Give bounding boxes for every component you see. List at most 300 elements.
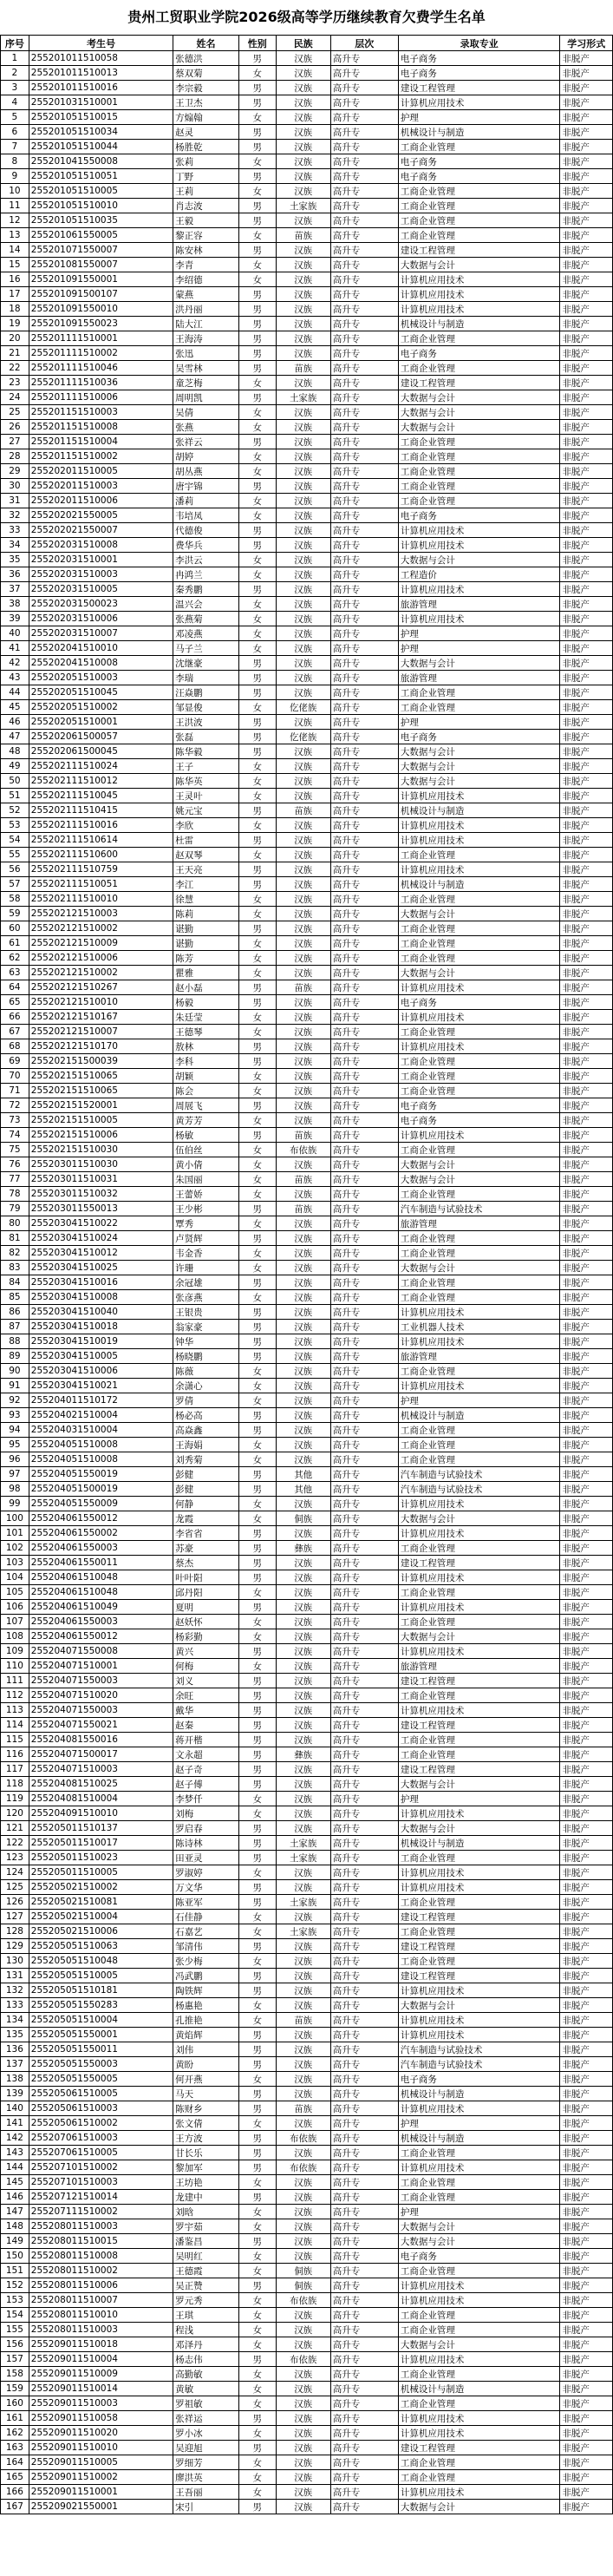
table-cell: 255201051510015: [29, 110, 173, 125]
table-cell: 高升专: [330, 2219, 398, 2234]
table-cell: 男: [238, 1939, 276, 1954]
table-cell: 255202111510012: [29, 774, 173, 789]
table-cell: 高升专: [330, 2028, 398, 2042]
table-cell: 女: [238, 2455, 276, 2470]
table-cell: 109: [1, 1644, 29, 1659]
table-cell: 非脱产: [560, 287, 613, 302]
table-cell: 男: [238, 390, 276, 405]
table-cell: 男: [238, 1231, 276, 1246]
table-cell: 133: [1, 1998, 29, 2013]
table-cell: 汉族: [276, 671, 330, 685]
table-cell: 非脱产: [560, 2411, 613, 2426]
table-cell: 非脱产: [560, 877, 613, 892]
table-cell: 255203041510040: [29, 1305, 173, 1320]
table-cell: 汉族: [276, 1983, 330, 1998]
table-cell: 高升专: [330, 1290, 398, 1305]
table-cell: 男: [238, 2028, 276, 2042]
table-cell: 115: [1, 1733, 29, 1747]
table-cell: 汉族: [276, 1438, 330, 1452]
table-row: [1, 715, 613, 730]
table-cell: 谌勤: [173, 921, 239, 936]
table-cell: 男: [238, 523, 276, 538]
table-cell: 高升专: [330, 1157, 398, 1172]
table-cell: 255209011510018: [29, 2337, 173, 2352]
table-row: [1, 2500, 613, 2514]
table-cell: 汉族: [276, 1334, 330, 1349]
table-cell: 男: [238, 1777, 276, 1792]
table-cell: 女: [238, 2382, 276, 2396]
table-cell: 旅游管理: [398, 1216, 560, 1231]
table-cell: 高升专: [330, 1246, 398, 1261]
table-cell: 45: [1, 700, 29, 715]
table-cell: 苗族: [276, 1128, 330, 1143]
table-cell: 汉族: [276, 2072, 330, 2087]
table-cell: 工商企业管理: [398, 435, 560, 449]
table-cell: 罗元秀: [173, 2293, 239, 2308]
table-cell: 非脱产: [560, 582, 613, 597]
table-cell: 255201041550008: [29, 154, 173, 169]
table-cell: 69: [1, 1054, 29, 1069]
table-cell: 王天亮: [173, 862, 239, 877]
table-cell: 36: [1, 567, 29, 582]
table-row: [1, 995, 613, 1010]
table-cell: 男: [238, 1541, 276, 1556]
table-cell: 瞿雅: [173, 966, 239, 980]
table-cell: 电子商务: [398, 730, 560, 744]
table-cell: 汉族: [276, 1792, 330, 1806]
table-cell: 大数据与会计: [398, 759, 560, 774]
table-cell: 姚元宝: [173, 803, 239, 818]
table-cell: 非脱产: [560, 1969, 613, 1983]
table-cell: 高升专: [330, 1659, 398, 1674]
table-cell: 李宗毅: [173, 81, 239, 95]
table-cell: 侗族: [276, 2278, 330, 2293]
table-cell: 255204011510172: [29, 1393, 173, 1408]
table-cell: 高升专: [330, 538, 398, 553]
table-cell: 电子商务: [398, 51, 560, 66]
table-cell: 刘梅: [173, 1806, 239, 1821]
student-table: [0, 35, 613, 2514]
table-cell: 高升专: [330, 966, 398, 980]
table-cell: 非脱产: [560, 51, 613, 66]
table-cell: 非脱产: [560, 848, 613, 862]
table-cell: 汉族: [276, 1246, 330, 1261]
table-cell: 男: [238, 140, 276, 154]
table-cell: 高升专: [330, 1747, 398, 1762]
table-cell: 女: [238, 228, 276, 243]
table-cell: 高升专: [330, 2426, 398, 2441]
table-cell: 123: [1, 1851, 29, 1865]
table-cell: 非脱产: [560, 2087, 613, 2101]
table-cell: 工商企业管理: [398, 1452, 560, 1467]
table-cell: 98: [1, 1482, 29, 1497]
table-cell: 苏豪: [173, 1541, 239, 1556]
table-cell: 高升专: [330, 582, 398, 597]
table-cell: 高升专: [330, 125, 398, 140]
table-cell: 汪焱鹏: [173, 685, 239, 700]
table-cell: 高升专: [330, 331, 398, 346]
table-row: [1, 420, 613, 435]
table-row: [1, 1025, 613, 1039]
table-cell: 高升专: [330, 2072, 398, 2087]
table-cell: 王海娟: [173, 1438, 239, 1452]
table-cell: 255204051550009: [29, 1497, 173, 1511]
table-cell: 工商企业管理: [398, 2190, 560, 2205]
table-cell: 李江: [173, 877, 239, 892]
table-cell: 男: [238, 995, 276, 1010]
table-row: [1, 272, 613, 287]
table-cell: 王洪波: [173, 715, 239, 730]
table-cell: 杨晓鹏: [173, 1349, 239, 1364]
table-cell: 高升专: [330, 258, 398, 272]
table-cell: 汉族: [276, 2219, 330, 2234]
table-cell: 女: [238, 1806, 276, 1821]
table-cell: 汉族: [276, 1393, 330, 1408]
table-cell: 高升专: [330, 730, 398, 744]
table-cell: 105: [1, 1585, 29, 1600]
table-cell: 王琪: [173, 2308, 239, 2323]
table-row: [1, 538, 613, 553]
table-cell: 255208011510010: [29, 2308, 173, 2323]
table-cell: 男: [238, 656, 276, 671]
table-cell: 非脱产: [560, 1644, 613, 1659]
table-cell: 高升专: [330, 685, 398, 700]
table-cell: 工商企业管理: [398, 228, 560, 243]
table-cell: 女: [238, 494, 276, 508]
table-cell: 非脱产: [560, 2042, 613, 2057]
table-cell: 非脱产: [560, 2367, 613, 2382]
table-cell: 44: [1, 685, 29, 700]
table-row: [1, 2293, 613, 2308]
table-cell: 255201051510044: [29, 140, 173, 154]
table-cell: 高升专: [330, 2396, 398, 2411]
table-row: [1, 1939, 613, 1954]
table-cell: 建设工程管理: [398, 376, 560, 390]
table-cell: 143: [1, 2146, 29, 2160]
table-cell: 汉族: [276, 2087, 330, 2101]
table-cell: 程浅: [173, 2323, 239, 2337]
table-cell: 蔡双菊: [173, 66, 239, 81]
table-cell: 108: [1, 1629, 29, 1644]
table-cell: 汉族: [276, 1261, 330, 1275]
table-cell: 非脱产: [560, 2426, 613, 2441]
table-row: [1, 1467, 613, 1482]
header-cell: 序号: [1, 36, 29, 51]
table-cell: 土家族: [276, 199, 330, 213]
table-cell: 非脱产: [560, 1157, 613, 1172]
table-cell: 女: [238, 1290, 276, 1305]
table-cell: 非脱产: [560, 1202, 613, 1216]
table-cell: 肖志波: [173, 199, 239, 213]
table-cell: 朱廷莹: [173, 1010, 239, 1025]
table-cell: 女: [238, 2013, 276, 2028]
table-row: [1, 2455, 613, 2470]
table-row: [1, 774, 613, 789]
table-cell: 计算机应用技术: [398, 1703, 560, 1718]
table-row: [1, 1865, 613, 1880]
table-cell: 男: [238, 1969, 276, 1983]
table-cell: 土家族: [276, 1895, 330, 1910]
table-cell: 赵妖怀: [173, 1615, 239, 1629]
table-cell: 高升专: [330, 715, 398, 730]
table-row: [1, 1644, 613, 1659]
table-cell: 工商企业管理: [398, 936, 560, 951]
table-cell: 电子商务: [398, 1113, 560, 1128]
table-cell: 高升专: [330, 2352, 398, 2367]
table-cell: 苗族: [276, 803, 330, 818]
table-row: [1, 95, 613, 110]
table-cell: 张少梅: [173, 1954, 239, 1969]
table-cell: 5: [1, 110, 29, 125]
table-cell: 非脱产: [560, 1792, 613, 1806]
table-cell: 63: [1, 966, 29, 980]
table-cell: 255204071550003: [29, 1674, 173, 1688]
table-cell: 高升专: [330, 1187, 398, 1202]
table-cell: 127: [1, 1910, 29, 1924]
table-cell: 255204061510048: [29, 1585, 173, 1600]
table-cell: 女: [238, 1659, 276, 1674]
table-cell: 6: [1, 125, 29, 140]
table-cell: 大数据与会计: [398, 774, 560, 789]
table-header-row: [1, 36, 613, 51]
table-cell: 79: [1, 1202, 29, 1216]
table-cell: 255201151510008: [29, 420, 173, 435]
table-cell: 汽车制造与试验技术: [398, 2057, 560, 2072]
table-row: [1, 1733, 613, 1747]
table-row: [1, 1261, 613, 1275]
table-cell: 255203011510032: [29, 1187, 173, 1202]
table-row: [1, 966, 613, 980]
table-cell: 大数据与会计: [398, 2500, 560, 2514]
table-cell: 汉族: [276, 936, 330, 951]
table-cell: 104: [1, 1570, 29, 1585]
table-cell: 高升专: [330, 228, 398, 243]
table-row: [1, 2382, 613, 2396]
table-cell: 女: [238, 272, 276, 287]
table-cell: 高升专: [330, 789, 398, 803]
table-cell: 陈薇: [173, 1364, 239, 1379]
table-cell: 高升专: [330, 2234, 398, 2249]
table-cell: 38: [1, 597, 29, 612]
table-cell: 石嘉艺: [173, 1924, 239, 1939]
table-cell: 计算机应用技术: [398, 287, 560, 302]
table-cell: 高升专: [330, 1954, 398, 1969]
table-cell: 洪丹丽: [173, 302, 239, 317]
table-cell: 护理: [398, 1792, 560, 1806]
table-cell: 苗族: [276, 228, 330, 243]
table-cell: 高升专: [330, 2264, 398, 2278]
table-cell: 大数据与会计: [398, 1172, 560, 1187]
table-cell: 156: [1, 2337, 29, 2352]
table-cell: 255201011510058: [29, 51, 173, 66]
table-cell: 255201051510005: [29, 184, 173, 199]
table-cell: 王卫杰: [173, 95, 239, 110]
table-cell: 工商企业管理: [398, 1438, 560, 1452]
table-cell: 86: [1, 1305, 29, 1320]
table-cell: 蒋开楷: [173, 1733, 239, 1747]
table-cell: 高升专: [330, 2441, 398, 2455]
table-cell: 汉族: [276, 1762, 330, 1777]
table-cell: 男: [238, 1054, 276, 1069]
table-cell: 汉族: [276, 1290, 330, 1305]
table-row: [1, 1570, 613, 1585]
table-cell: 非脱产: [560, 243, 613, 258]
table-cell: 汉族: [276, 317, 330, 331]
table-cell: 高升专: [330, 376, 398, 390]
table-cell: 255203041510022: [29, 1216, 173, 1231]
table-cell: 144: [1, 2160, 29, 2175]
table-cell: 非脱产: [560, 1069, 613, 1084]
table-cell: 汉族: [276, 125, 330, 140]
table-cell: 255201111510046: [29, 361, 173, 376]
table-cell: 秦秀鹏: [173, 582, 239, 597]
table-cell: 21: [1, 346, 29, 361]
table-row: [1, 1615, 613, 1629]
table-cell: 黄焰辉: [173, 2028, 239, 2042]
table-row: [1, 110, 613, 125]
table-cell: 255202021550007: [29, 523, 173, 538]
table-cell: 255209011510009: [29, 2367, 173, 2382]
table-row: [1, 287, 613, 302]
table-cell: 255209011510020: [29, 2426, 173, 2441]
table-cell: 汉族: [276, 1423, 330, 1438]
table-cell: 高升专: [330, 1600, 398, 1615]
table-cell: 255203041510021: [29, 1379, 173, 1393]
table-cell: 255205051550011: [29, 2042, 173, 2057]
table-cell: 汉族: [276, 2411, 330, 2426]
table-cell: 龙霞: [173, 1511, 239, 1526]
table-cell: 高升专: [330, 390, 398, 405]
table-row: [1, 2352, 613, 2367]
table-cell: 非脱产: [560, 1261, 613, 1275]
table-cell: 男: [238, 1703, 276, 1718]
table-cell: 高升专: [330, 1275, 398, 1290]
table-cell: 255201091550023: [29, 317, 173, 331]
table-cell: 255202121510167: [29, 1010, 173, 1025]
table-cell: 76: [1, 1157, 29, 1172]
table-cell: 女: [238, 597, 276, 612]
table-cell: 汉族: [276, 2175, 330, 2190]
table-cell: 非脱产: [560, 2323, 613, 2337]
table-cell: 汉族: [276, 2116, 330, 2131]
table-cell: 汉族: [276, 154, 330, 169]
table-cell: 255202031510007: [29, 626, 173, 641]
table-cell: 非脱产: [560, 1880, 613, 1895]
table-cell: 赵子傅: [173, 1777, 239, 1792]
table-cell: 255203011510031: [29, 1172, 173, 1187]
table-cell: 25: [1, 405, 29, 420]
table-cell: 杨志伟: [173, 2352, 239, 2367]
table-cell: 255203041510024: [29, 1231, 173, 1246]
table-cell: 高升专: [330, 2278, 398, 2293]
table-cell: 汉族: [276, 1733, 330, 1747]
table-cell: 汉族: [276, 2337, 330, 2352]
table-cell: 汉族: [276, 1570, 330, 1585]
table-cell: 255205011510005: [29, 1865, 173, 1880]
table-cell: 132: [1, 1983, 29, 1998]
table-cell: 男: [238, 243, 276, 258]
table-cell: 土家族: [276, 1851, 330, 1865]
table-cell: 冉鸿兰: [173, 567, 239, 582]
table-cell: 何开燕: [173, 2072, 239, 2087]
table-cell: 非脱产: [560, 862, 613, 877]
table-cell: 李青: [173, 258, 239, 272]
table-cell: 高升专: [330, 1025, 398, 1039]
table-cell: 旅游管理: [398, 597, 560, 612]
table-cell: 土家族: [276, 390, 330, 405]
table-cell: 计算机应用技术: [398, 1600, 560, 1615]
table-cell: 汉族: [276, 1910, 330, 1924]
table-row: [1, 1983, 613, 1998]
table-cell: 非脱产: [560, 2101, 613, 2116]
table-cell: 汉族: [276, 376, 330, 390]
table-cell: 160: [1, 2396, 29, 2411]
table-cell: 计算机应用技术: [398, 1334, 560, 1349]
table-cell: 8: [1, 154, 29, 169]
table-cell: 汉族: [276, 331, 330, 346]
table-cell: 68: [1, 1039, 29, 1054]
table-cell: 汉族: [276, 1806, 330, 1821]
table-cell: 255204061550012: [29, 1629, 173, 1644]
table-cell: 女: [238, 567, 276, 582]
table-cell: 非脱产: [560, 435, 613, 449]
table-cell: 汉族: [276, 612, 330, 626]
table-cell: 王莉: [173, 184, 239, 199]
table-cell: 255205051510004: [29, 2013, 173, 2028]
table-cell: 计算机应用技术: [398, 2101, 560, 2116]
table-cell: 35: [1, 553, 29, 567]
table-row: [1, 2337, 613, 2352]
table-cell: 汉族: [276, 641, 330, 656]
table-cell: 汽车制造与试验技术: [398, 1202, 560, 1216]
table-cell: 2: [1, 66, 29, 81]
table-cell: 汉族: [276, 715, 330, 730]
table-cell: 男: [238, 1408, 276, 1423]
table-cell: 吴倩: [173, 405, 239, 420]
table-cell: 255205051510181: [29, 1983, 173, 1998]
table-cell: 非脱产: [560, 2249, 613, 2264]
table-cell: 125: [1, 1880, 29, 1895]
table-row: [1, 376, 613, 390]
table-cell: 费华兵: [173, 538, 239, 553]
table-cell: 非脱产: [560, 1143, 613, 1157]
table-cell: 女: [238, 907, 276, 921]
table-cell: 高升专: [330, 508, 398, 523]
table-row: [1, 1497, 613, 1511]
table-cell: 255202051510003: [29, 671, 173, 685]
table-cell: 工商企业管理: [398, 1231, 560, 1246]
table-cell: 布依族: [276, 2293, 330, 2308]
table-cell: 机械设计与制造: [398, 125, 560, 140]
table-cell: 刘伟: [173, 2042, 239, 2057]
table-cell: 121: [1, 1821, 29, 1836]
table-cell: 255204061550003: [29, 1615, 173, 1629]
table-cell: 护理: [398, 641, 560, 656]
table-cell: 女: [238, 951, 276, 966]
table-cell: 陈华毅: [173, 744, 239, 759]
table-cell: 女: [238, 1246, 276, 1261]
table-cell: 高升专: [330, 213, 398, 228]
table-cell: 非脱产: [560, 921, 613, 936]
table-cell: 女: [238, 258, 276, 272]
table-cell: 255204061510049: [29, 1600, 173, 1615]
table-cell: 高升专: [330, 1084, 398, 1098]
table-cell: 计算机应用技术: [398, 1570, 560, 1585]
table-cell: 男: [238, 2278, 276, 2293]
table-cell: 150: [1, 2249, 29, 2264]
table-cell: 高升专: [330, 494, 398, 508]
table-cell: 女: [238, 1379, 276, 1393]
